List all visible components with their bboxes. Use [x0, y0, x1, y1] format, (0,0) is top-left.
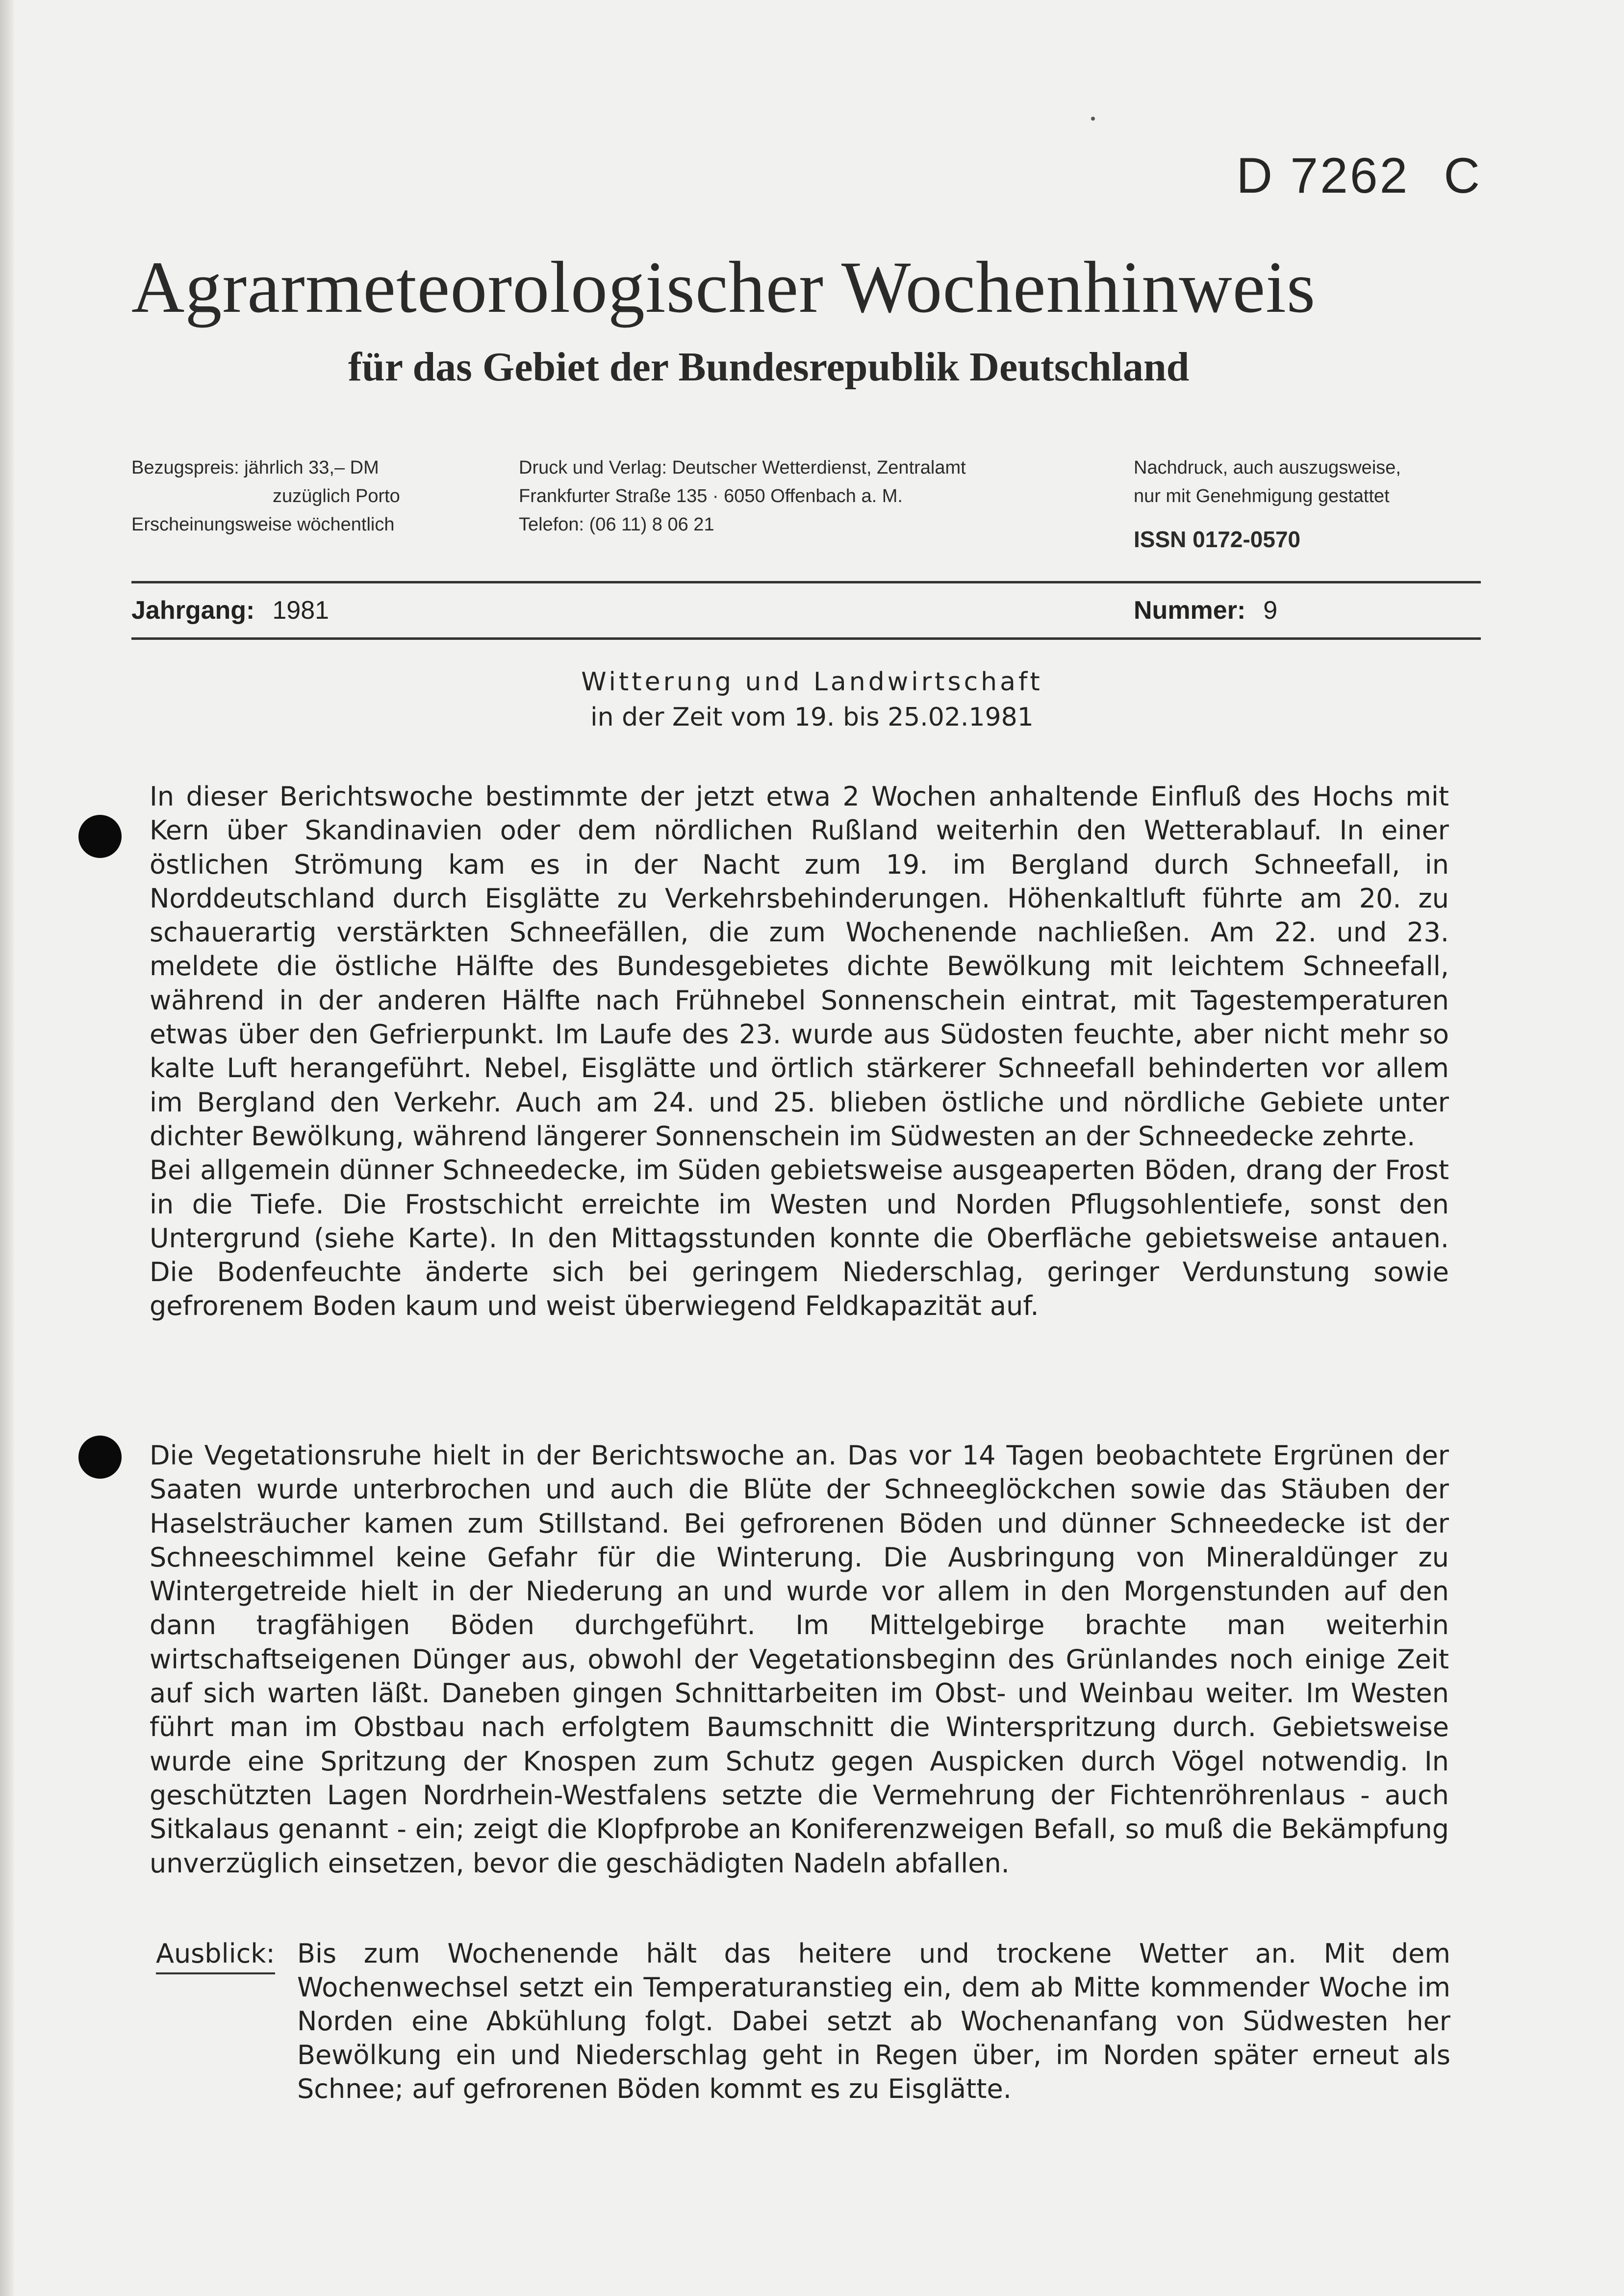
bottom-divider: [131, 637, 1481, 640]
soil-paragraph: Bei allgemein dünner Schneedecke, im Süden gebietsweise ausgeaperten Böden, drang der Frost in die Tiefe. Die Frostschicht erreichte im Westen und Norden Pflugsohlentiefe, sonst den Untergrund (siehe Karte). In den Mittagsstunden konnte die Oberfläche gebietsweise antauen. Die Bodenfeuchte änderte sich bei geringem Niederschlag, geringer Verdunstung sowie gefrorenem Boden kaum und weist überwiegend Feldkapazität auf.: [150, 1155, 1449, 1322]
year-label: Jahrgang:: [131, 596, 255, 625]
price-line: Bezugspreis: jährlich 33,– DM: [131, 457, 379, 478]
address-line: Frankfurter Straße 135 · 6050 Offenbach a. M.: [519, 486, 903, 506]
weather-section: [150, 780, 1449, 1323]
vegetation-section: [150, 1438, 1449, 1880]
weather-paragraph: In dieser Berichtswoche bestimmte der jetzt etwa 2 Wochen anhaltende Einfluß des Hochs mit Kern über Skandinavien oder dem nördlichen Rußland weiterhin den Wetterablauf. In einer östlichen Strömung kam es in der Nacht zum 19. im Bergland durch Schneefall, in Norddeutschland durch Eisglätte zu Verkehrsbehinderungen. Höhenkaltluft führte am 20. zu schauerartig verstärkten Schneefällen, die zum Wochenende nachließen. Am 22. und 23. meldete die östliche Hälfte des Bundesgebietes dichte Bewölkung mit leichtem Schneefall, während in der anderen Hälfte nach Frühnebel Sonnenschein eintrat, mit Tagestemperaturen etwas über den Gefrierpunkt. Im Laufe des 23. wurde aus Südosten feuchte, aber nicht mehr so kalte Luft herangeführt. Nebel, Eisglätte und örtlich stärkerer Schneefall behinderten vor allem im Bergland den Verkehr. Auch am 24. und 25. blieben östliche und nördliche Gebiete unter dichter Bewölkung, während längerer Sonnenschein im Südwesten an der Schneedecke zehrte.: [150, 781, 1449, 1152]
frequency-line: Erscheinungsweise wöchentlich: [131, 514, 395, 535]
copyright-info: [1134, 454, 1401, 554]
section-title: Witterung und Landwirtschaft: [581, 667, 1043, 697]
year-value: 1981: [272, 596, 330, 625]
document-class: C: [1444, 148, 1482, 203]
stray-mark: [1091, 117, 1095, 121]
issn: ISSN 0172-0570: [1134, 527, 1301, 552]
number-label: Nummer:: [1134, 596, 1246, 625]
section-period: in der Zeit vom 19. bis 25.02.1981: [590, 703, 1034, 732]
publisher-info: [519, 454, 966, 539]
page-edge: [0, 0, 14, 2296]
outlook-section: [156, 1937, 1450, 2106]
volume-info: [131, 596, 329, 625]
page-subtitle: für das Gebiet der Bundesrepublik Deutschland: [348, 344, 1190, 390]
subscription-info: [131, 454, 400, 539]
top-divider: [131, 581, 1481, 583]
outlook-label: Ausblick:: [156, 1937, 275, 1974]
issue-number-info: [1134, 596, 1277, 625]
page-title: Agrarmeteorologischer Wochenhinweis: [131, 247, 1316, 328]
punch-hole: [78, 815, 122, 858]
reprint-line-2: nur mit Genehmigung gestattet: [1134, 486, 1390, 506]
section-heading: [0, 664, 1624, 735]
punch-hole: [78, 1436, 122, 1479]
document-number: D 7262: [1236, 148, 1410, 203]
outlook-text: Bis zum Wochenende hält das heitere und trockene Wetter an. Mit dem Wochenwechsel setzt ein Temperaturanstieg ein, dem ab Mitte kommender Woche im Norden eine Abkühlung folgt. Dabei setzt ab Wochenanfang von Südwesten her Bewölkung ein und Niederschlag geht in Regen über, im Norden später erneut als Schnee; auf gefrorenen Böden kommt es zu Eisglätte.: [297, 1938, 1450, 2104]
document-code: [1236, 147, 1482, 204]
postage-line: zuzüglich Porto: [273, 486, 400, 506]
phone-line: Telefon: (06 11) 8 06 21: [519, 514, 714, 535]
number-value: 9: [1263, 596, 1278, 625]
reprint-line-1: Nachdruck, auch auszugsweise,: [1134, 457, 1401, 478]
publisher-line: Druck und Verlag: Deutscher Wetterdienst, Zentralamt: [519, 457, 966, 478]
vegetation-paragraph: Die Vegetationsruhe hielt in der Berichtswoche an. Das vor 14 Tagen beobachtete Ergrünen der Saaten wurde unterbrochen und auch die Blüte der Schneeglöckchen sowie das Stäuben der Haselsträucher kamen zum Stillstand. Bei gefrorenen Böden und dünner Schneedecke ist der Schneeschimmel keine Gefahr für die Winterung. Die Ausbringung von Mineraldünger zu Wintergetreide hielt in der Niederung an und wurde vor allem in den Morgenstunden auf den dann tragfähigen Böden durchgeführt. Im Mittelgebirge brachte man weiterhin wirtschaftseigenen Dünger aus, obwohl der Vegetationsbeginn des Grünlandes noch einige Zeit auf sich warten läßt. Daneben gingen Schnittarbeiten im Obst- und Weinbau weiter. Im Westen führt man im Obstbau nach erfolgtem Baumschnitt die Winterspritzung durch. Gebietsweise wurde eine Spritzung der Knospen zum Schutz gegen Auspicken durch Vögel notwendig. In geschützten Lagen Nordrhein-Westfalens setzte die Vermehrung der Fichtenröhrenlaus - auch Sitkalaus genannt - ein; zeigt die Klopfprobe an Koniferenzweigen Befall, so muß die Bekämpfung unverzüglich einsetzen, bevor die geschädigten Nadeln abfallen.: [150, 1440, 1449, 1879]
